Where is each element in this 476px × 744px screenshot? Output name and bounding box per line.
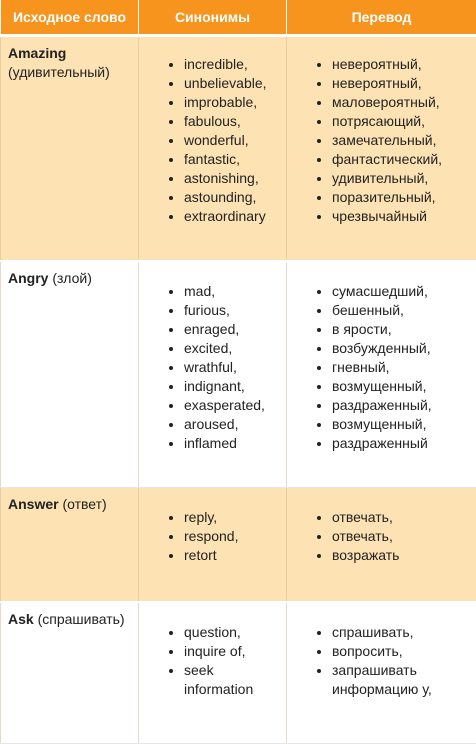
header-translation: Перевод: [287, 0, 476, 36]
list-item: indignant,: [184, 377, 286, 396]
source-word-cell: [1, 488, 139, 603]
list-item: гневный,: [332, 358, 476, 377]
table-row: [1, 261, 476, 488]
source-word-cell: [1, 602, 139, 744]
synonyms-list: [184, 623, 286, 699]
list-item: respond,: [184, 527, 286, 546]
synonyms-list: [184, 282, 286, 453]
list-item: отвечать,: [332, 508, 476, 527]
translations-list: [332, 508, 476, 565]
list-item: сумасшедший,: [332, 282, 476, 301]
list-item: возбужденный,: [332, 339, 476, 358]
source-word: Angry: [8, 270, 48, 286]
list-item: wrathful,: [184, 358, 286, 377]
list-item: excited,: [184, 339, 286, 358]
table-row: [1, 602, 476, 744]
list-item: в ярости,: [332, 320, 476, 339]
list-item: wonderful,: [184, 131, 286, 150]
translations-cell: [287, 488, 476, 603]
list-item: фантастический,: [332, 150, 476, 169]
synonyms-list: [184, 55, 286, 226]
list-item: вопросить,: [332, 642, 476, 661]
synonyms-cell: [139, 261, 287, 488]
source-word-cell: [1, 36, 139, 262]
list-item: improbable,: [184, 93, 286, 112]
list-item: retort: [184, 546, 286, 565]
list-item: fantastic,: [184, 150, 286, 169]
synonyms-cell: [139, 602, 287, 744]
source-word: Amazing: [8, 45, 66, 61]
list-item: extraordinary: [184, 207, 286, 226]
list-item: раздраженный,: [332, 396, 476, 415]
list-item: возмущенный,: [332, 377, 476, 396]
table-row: [1, 488, 476, 603]
synonyms-list: [184, 508, 286, 565]
list-item: astounding,: [184, 188, 286, 207]
list-item: запрашивать информацию у,: [332, 661, 476, 699]
header-row: [1, 0, 476, 36]
list-item: спрашивать,: [332, 623, 476, 642]
translations-list: [332, 55, 476, 226]
translations-list: [332, 623, 476, 699]
list-item: enraged,: [184, 320, 286, 339]
list-item: потрясающий,: [332, 112, 476, 131]
list-item: fabulous,: [184, 112, 286, 131]
list-item: удивительный,: [332, 169, 476, 188]
header-source-word: Исходное слово: [1, 0, 139, 36]
source-word: Ask: [8, 611, 34, 627]
source-word: Answer: [8, 496, 59, 512]
synonyms-cell: [139, 36, 287, 262]
list-item: unbelievable,: [184, 74, 286, 93]
translations-cell: [287, 602, 476, 744]
list-item: incredible,: [184, 55, 286, 74]
list-item: раздраженный: [332, 434, 476, 453]
list-item: замечательный,: [332, 131, 476, 150]
translations-cell: [287, 36, 476, 262]
list-item: маловероятный,: [332, 93, 476, 112]
source-word-gloss: (спрашивать): [38, 611, 125, 627]
source-word-gloss: (удивительный): [8, 64, 110, 80]
list-item: невероятный,: [332, 74, 476, 93]
source-word-gloss: (злой): [52, 270, 92, 286]
table-row: [1, 36, 476, 262]
list-item: exasperated,: [184, 396, 286, 415]
synonyms-cell: [139, 488, 287, 603]
list-item: inflamed: [184, 434, 286, 453]
list-item: furious,: [184, 301, 286, 320]
list-item: отвечать,: [332, 527, 476, 546]
header-synonyms: Синонимы: [139, 0, 287, 36]
list-item: mad,: [184, 282, 286, 301]
list-item: возмущенный,: [332, 415, 476, 434]
list-item: question,: [184, 623, 286, 642]
list-item: бешенный,: [332, 301, 476, 320]
list-item: чрезвычайный: [332, 207, 476, 226]
list-item: astonishing,: [184, 169, 286, 188]
list-item: возражать: [332, 546, 476, 565]
list-item: inquire of,: [184, 642, 286, 661]
source-word-cell: [1, 261, 139, 488]
list-item: невероятный,: [332, 55, 476, 74]
list-item: seek information: [184, 661, 286, 699]
list-item: reply,: [184, 508, 286, 527]
translations-list: [332, 282, 476, 453]
list-item: поразительный,: [332, 188, 476, 207]
list-item: aroused,: [184, 415, 286, 434]
source-word-gloss: (ответ): [62, 496, 106, 512]
translations-cell: [287, 261, 476, 488]
